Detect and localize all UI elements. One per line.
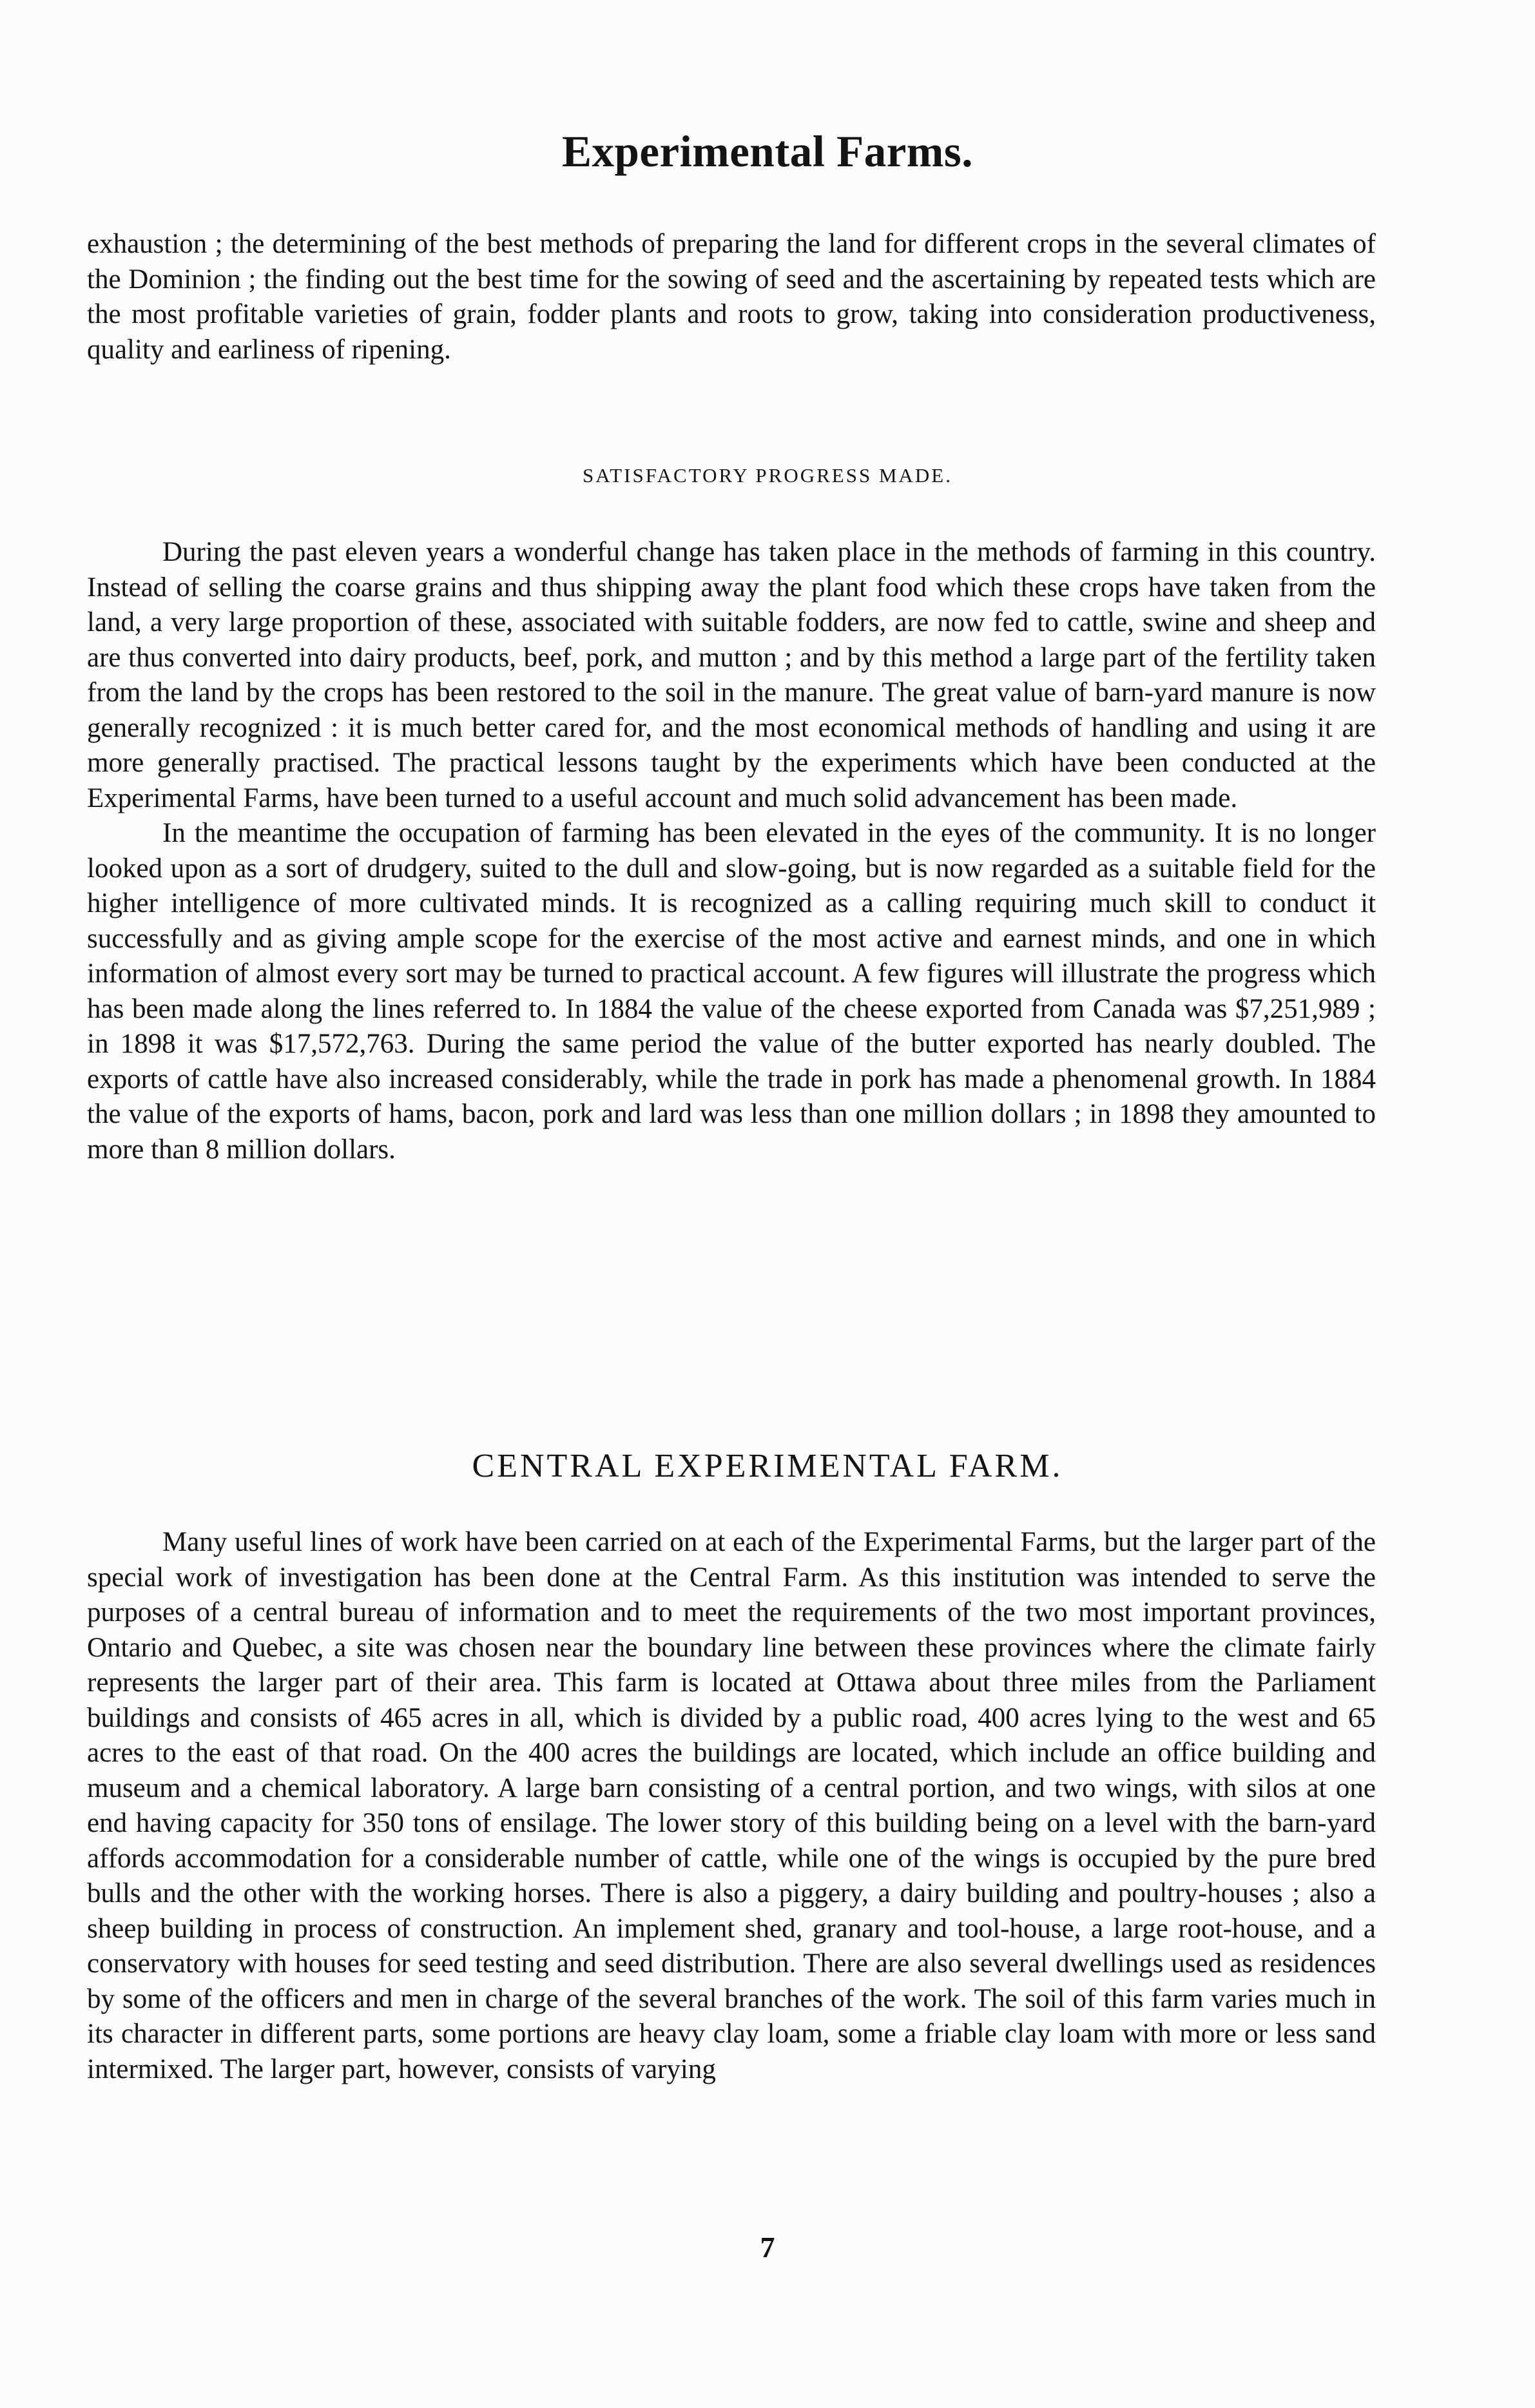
central-farm-section-body [87, 1525, 1376, 2087]
page-number: 7 [760, 2231, 775, 2264]
section-heading-central-farm: CENTRAL EXPERIMENTAL FARM. [472, 1448, 1063, 1484]
intro-paragraph: exhaustion ; the determining of the best methods of preparing the land for different crops in the several climates of the Dominion ; the finding out the best time for the sowing of seed and the ascertaining by repeated tests which are the most profitable varieties of grain, fodder plants and roots to grow, taking into consideration productiveness, quality and earliness of ripening. [87, 229, 1376, 365]
progress-section-body [87, 535, 1376, 1167]
page-title: Experimental Farms. [561, 127, 974, 176]
body-paragraph: Many useful lines of work have been carried on at each of the Experimental Farms, but the larger part of the special work of investigation has been done at the Central Farm. As this institution was intended to serve the purposes of a central bureau of information and to meet the requirements of the two most important provinces, Ontario and Quebec, a site was chosen near the boundary line between these provinces where the climate fairly represents the larger part of their area. This farm is located at Ottawa about three miles from the Parliament buildings and consists of 465 acres in all, which is divided by a public road, 400 acres lying to the west and 65 acres to the east of that road. On the 400 acres the buildings are located, which include an office building and museum and a chemical laboratory. A large barn consisting of a central portion, and two wings, with silos at one end having capacity for 350 tons of ensilage. The lower story of this building being on a level with the barn-yard affords accommodation for a considerable number of cattle, while one of the wings is occupied by the pure bred bulls and the other with the working horses. There is also a piggery, a dairy building and poultry-houses ; also a sheep building in process of construction. An implement shed, granary and tool-house, a large root-house, and a conservatory with houses for seed testing and seed distribution. There are also several dwellings used as residences by some of the officers and men in charge of the several branches of the work. The soil of this farm varies much in its character in different parts, some portions are heavy clay loam, some a friable clay loam with more or less sand intermixed. The larger part, however, consists of varying [87, 1527, 1376, 2084]
body-paragraph: During the past eleven years a wonderful change has taken place in the methods of farming in this country. Instead of selling the coarse grains and thus shipping away the plant food which these crops have taken from the land, a very large proportion of these, associated with suitable fodders, are now fed to cattle, swine and sheep and are thus converted into dairy products, beef, pork, and mutton ; and by this method a large part of the fertility taken from the land by the crops has been restored to the soil in the manure. The great value of barn-yard manure is now generally recognized : it is much better cared for, and the most economical methods of handling and using it are more generally practised. The practical lessons taught by the experiments which have been conducted at the Experimental Farms, have been turned to a useful account and much solid advancement has been made. [87, 537, 1376, 813]
intro-paragraph-block [87, 227, 1376, 367]
section-heading-progress: SATISFACTORY PROGRESS MADE. [583, 464, 952, 487]
body-paragraph: In the meantime the occupation of farming has been elevated in the eyes of the community. It is no longer looked upon as a sort of drudgery, suited to the dull and slow-going, but is now regarded as a suitable field for the higher intelligence of more cultivated minds. It is recognized as a calling requiring much skill to conduct it successfully and as giving ample scope for the exercise of the most active and earnest minds, and one in which information of almost every sort may be turned to practical account. A few figures will illustrate the progress which has been made along the lines referred to. In 1884 the value of the cheese exported from Canada was $7,251,989 ; in 1898 it was $17,572,763. During the same period the value of the butter exported has nearly doubled. The exports of cattle have also increased considerably, while the trade in pork has made a phenomenal growth. In 1884 the value of the exports of hams, bacon, pork and lard was less than one million dollars ; in 1898 they amounted to more than 8 million dollars. [87, 818, 1376, 1165]
